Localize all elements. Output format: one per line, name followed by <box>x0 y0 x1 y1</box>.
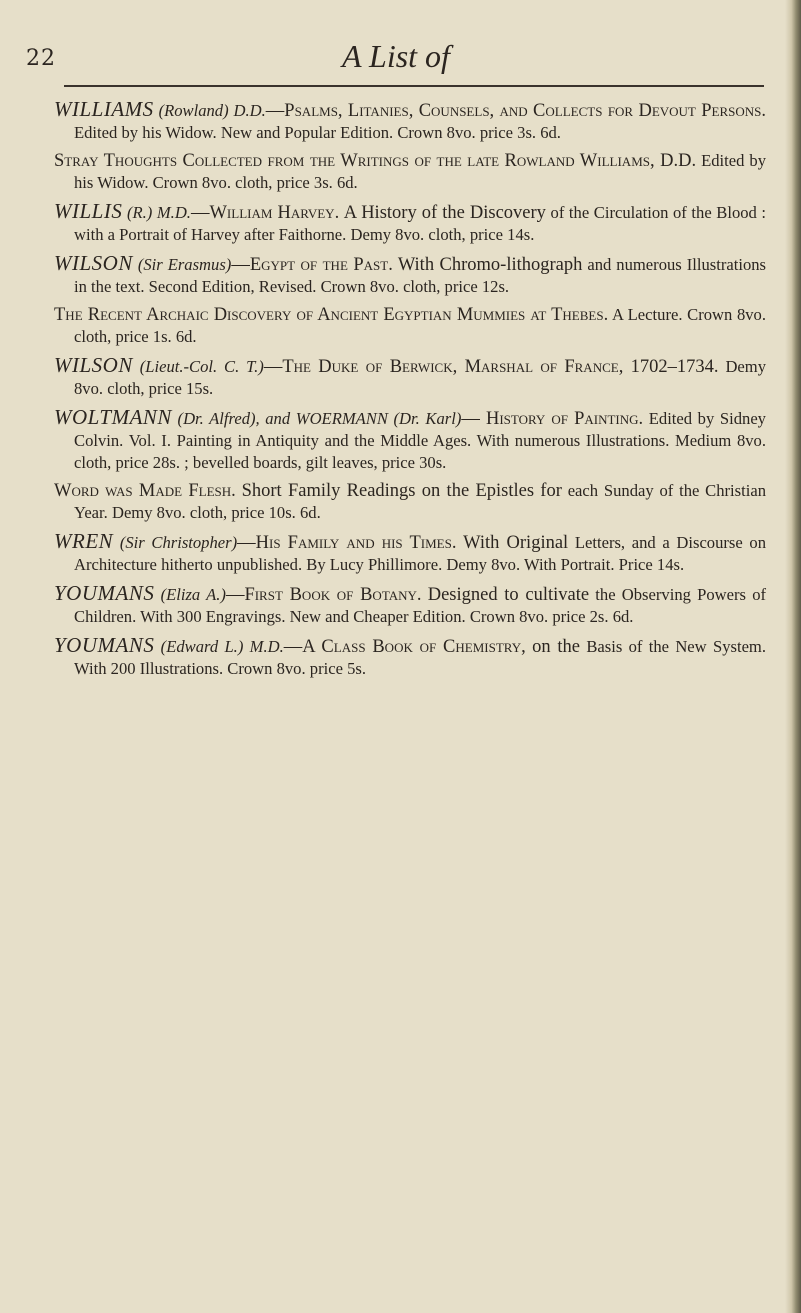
book-description: Edited by his Widow. Crown 8vo. cloth, price 3s. 6d. <box>74 151 767 192</box>
book-description: Letters, and a Discourse on Architecture hitherto unpublished. By Lucy Phillimore. Demy 8vo. With Portrait. Price 14s. <box>74 533 767 574</box>
catalogue-entries <box>54 98 766 686</box>
book-subtitle: With Chromo-lithograph <box>397 255 583 275</box>
book-description: Basis of the New System. With 200 Illustrations. Crown 8vo. price 5s. <box>74 637 766 678</box>
book-description: of the Circulation of the Blood : with a Portrait of Harvey after Faithorne. Demy 8vo. cloth, price 14s. <box>74 203 767 244</box>
book-description: Edited by Sidney Colvin. Vol. I. Painting in Antiquity and the Middle Ages. With numerous Illustrations. Medium 8vo. cloth, price 28s. ; bevelled boards, gilt leaves, price 30s. <box>74 409 766 472</box>
book-title: —William Harvey. <box>190 203 340 223</box>
book-title: —Egypt of the Past. <box>231 255 393 275</box>
header-rule <box>64 85 764 87</box>
page-header <box>26 38 766 88</box>
page-edge <box>785 0 801 1313</box>
author-name: WILSON <box>54 353 133 377</box>
catalogue-entry <box>54 200 766 246</box>
page-number: 22 <box>26 46 56 71</box>
catalogue-entry <box>54 480 766 524</box>
author-qualifier: (R.) M.D. <box>126 203 191 222</box>
book-subtitle: on the <box>532 637 580 657</box>
author-name: WILLIS <box>54 199 123 223</box>
author-qualifier: (Eliza A.) <box>160 585 226 604</box>
author-qualifier: (Sir Christopher) <box>119 533 238 552</box>
book-subtitle: Short Family Readings on the Epistles for <box>241 481 562 501</box>
book-title: —His Family and his Times. <box>237 533 457 553</box>
catalogue-entry <box>54 150 766 194</box>
catalogue-entry <box>54 634 766 680</box>
book-description: and numerous Illustrations in the text. Second Edition, Revised. Crown 8vo. cloth, price 12s. <box>74 255 767 296</box>
book-title: —A Class Book of Chemistry, <box>283 637 526 657</box>
author-name: WREN <box>54 529 114 553</box>
catalogue-entry <box>54 252 766 298</box>
book-title: —Psalms, Litanies, Counsels, and Collects for Devout Persons. <box>265 101 766 121</box>
book-subtitle: Designed to cultivate <box>427 585 590 605</box>
book-subtitle: With Original <box>463 533 569 553</box>
book-title: Word was Made Flesh. <box>54 481 236 501</box>
catalogue-entry <box>54 304 766 348</box>
book-title: —The Duke of Berwick, Marshal of France, 1702–1734. <box>263 357 719 377</box>
catalogue-entry <box>54 406 766 474</box>
catalogue-entry <box>54 582 766 628</box>
catalogue-entry <box>54 530 766 576</box>
book-description: Edited by his Widow. New and Popular Edition. Crown 8vo. price 3s. 6d. <box>74 123 561 142</box>
book-subtitle: A History of the Discovery <box>343 203 546 223</box>
author-qualifier: (Sir Erasmus) <box>137 255 232 274</box>
author-qualifier: (Lieut.-Col. C. T.) <box>139 357 264 376</box>
author-qualifier: (Rowland) D.D. <box>158 101 266 120</box>
book-description: Demy 8vo. cloth, price 15s. <box>74 357 767 398</box>
book-title: Stray Thoughts Collected from the Writings of the late Rowland Williams, D.D. <box>54 151 697 171</box>
author-name: WOLTMANN <box>54 405 172 429</box>
book-description: each Sunday of the Christian Year. Demy 8vo. cloth, price 10s. 6d. <box>74 481 766 522</box>
book-title: — History of Painting. <box>461 409 644 429</box>
catalogue-entry <box>54 98 766 144</box>
book-title: The Recent Archaic Discovery of Ancient Egyptian Mummies at Thebes. <box>54 305 609 325</box>
catalogue-entry <box>54 354 766 400</box>
book-description: A Lecture. Crown 8vo. cloth, price 1s. 6d. <box>74 305 766 346</box>
author-name: WILSON <box>54 251 133 275</box>
book-description: the Observing Powers of Children. With 300 Engravings. New and Cheaper Edition. Crown 8vo. price 2s. 6d. <box>74 585 767 626</box>
author-qualifier: (Dr. Alfred), and WOERMANN (Dr. Karl) <box>177 409 462 428</box>
author-name: YOUMANS <box>54 633 155 657</box>
author-name: WILLIAMS <box>54 97 154 121</box>
author-name: YOUMANS <box>54 581 155 605</box>
book-title: —First Book of Botany. <box>225 585 422 605</box>
running-title: A List of <box>342 38 450 74</box>
author-qualifier: (Edward L.) M.D. <box>160 637 284 656</box>
